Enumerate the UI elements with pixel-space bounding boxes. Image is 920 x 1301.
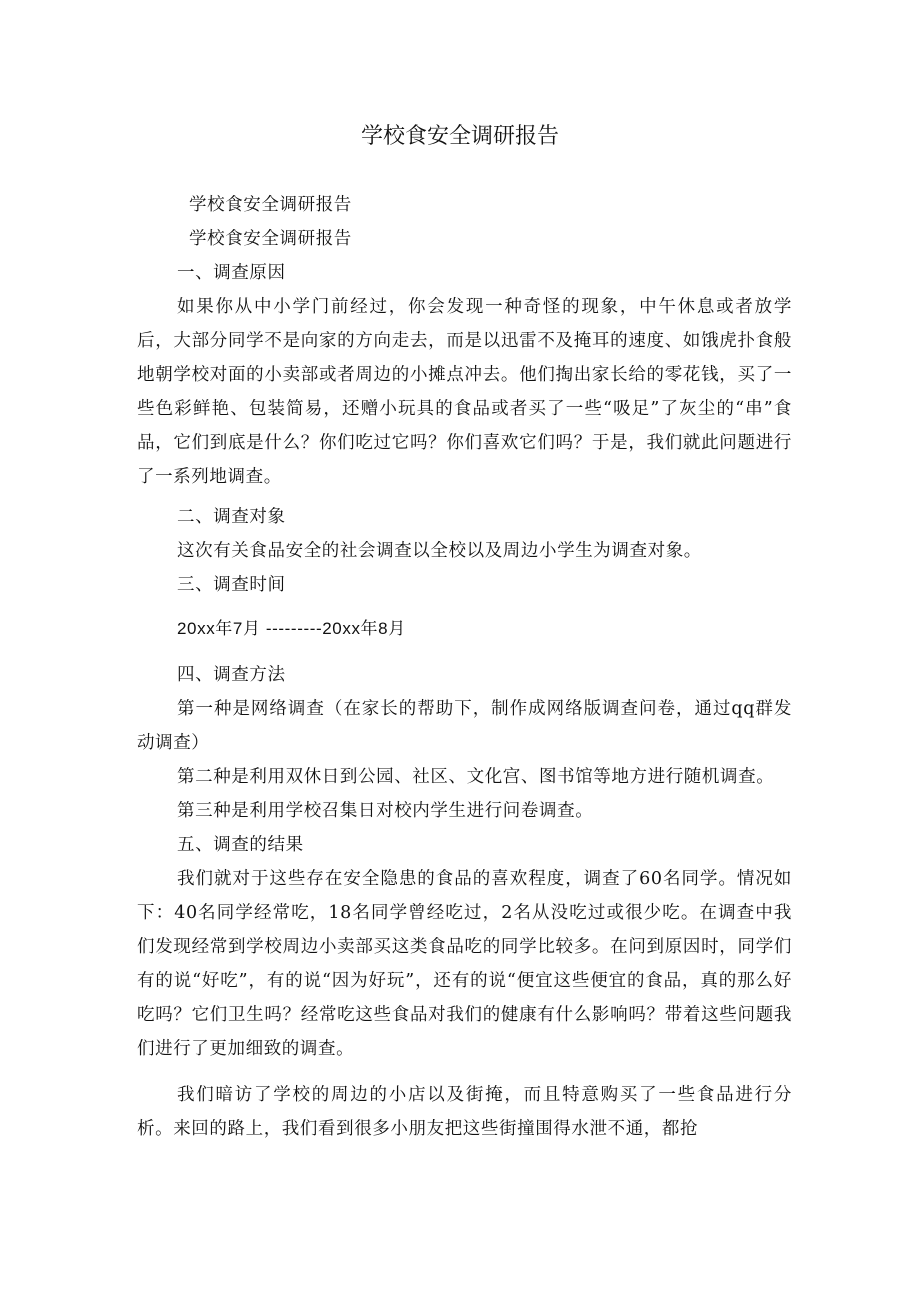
- subtitle-line: 学校食安全调研报告: [189, 195, 352, 215]
- survey-date-range: 20xx年7月 ---------20xx年8月: [177, 619, 406, 638]
- method-item: 第一种是网络调查（在家长的帮助下，制作成网络版调查问卷，通过qq群发动调查）: [137, 699, 792, 753]
- page-title: 学校食安全调研报告: [360, 124, 559, 149]
- section-paragraph: 我们暗访了学校的周边的小店以及街掩，而且特意购买了一些食品进行分析。来回的路上，我们看到很多小朋友把这些街撞围得水泄不通，都抢: [137, 1085, 792, 1139]
- section-paragraph: 我们就对于这些存在安全隐患的食品的喜欢程度，调查了60名同学。情况如下：40名同学经常吃，18名同学曾经吃过，2名从没吃过或很少吃。在调查中我们发现经常到学校周边小卖部买这类食品吃的同学比较多。在问到原因时，同学们有的说“好吃”，有的说“因为好玩”，还有的说“便宜这些便宜的食品，真的那么好吃吗？它们卫生吗？经常吃这些食品对我们的健康有什么影响吗？带着这些问题我们进行了更加细致的调查。: [137, 869, 792, 1059]
- document-body: [137, 188, 792, 1146]
- section-paragraph: 这次有关食品安全的社会调查以全校以及周边小学生为调查对象。: [177, 541, 702, 561]
- section-heading: 四、调查方法: [177, 665, 286, 685]
- subtitle-line: 学校食安全调研报告: [189, 229, 352, 249]
- section-heading: 一、调查原因: [177, 263, 286, 283]
- method-item: 第三种是利用学校召集日对校内学生进行问卷调查。: [177, 801, 594, 821]
- section-heading: 五、调查的结果: [177, 835, 304, 855]
- section-heading: 二、调查对象: [177, 507, 286, 527]
- method-item: 第二种是利用双休日到公园、社区、文化宫、图书馆等地方进行随机调查。: [177, 767, 775, 787]
- section-heading: 三、调查时间: [177, 575, 286, 595]
- section-paragraph: 如果你从中小学门前经过，你会发现一种奇怪的现象，中午休息或者放学后，大部分同学不是向家的方向走去，而是以迅雷不及掩耳的速度、如饿虎扑食般地朝学校对面的小卖部或者周边的小摊点冲去。他们掏出家长给的零花钱，买了一些色彩鲜艳、包装简易，还赠小玩具的食品或者买了一些“吸足”了灰尘的“串”食品，它们到底是什么？你们吃过它吗？你们喜欢它们吗？于是，我们就此问题进行了一系列地调查。: [137, 297, 792, 487]
